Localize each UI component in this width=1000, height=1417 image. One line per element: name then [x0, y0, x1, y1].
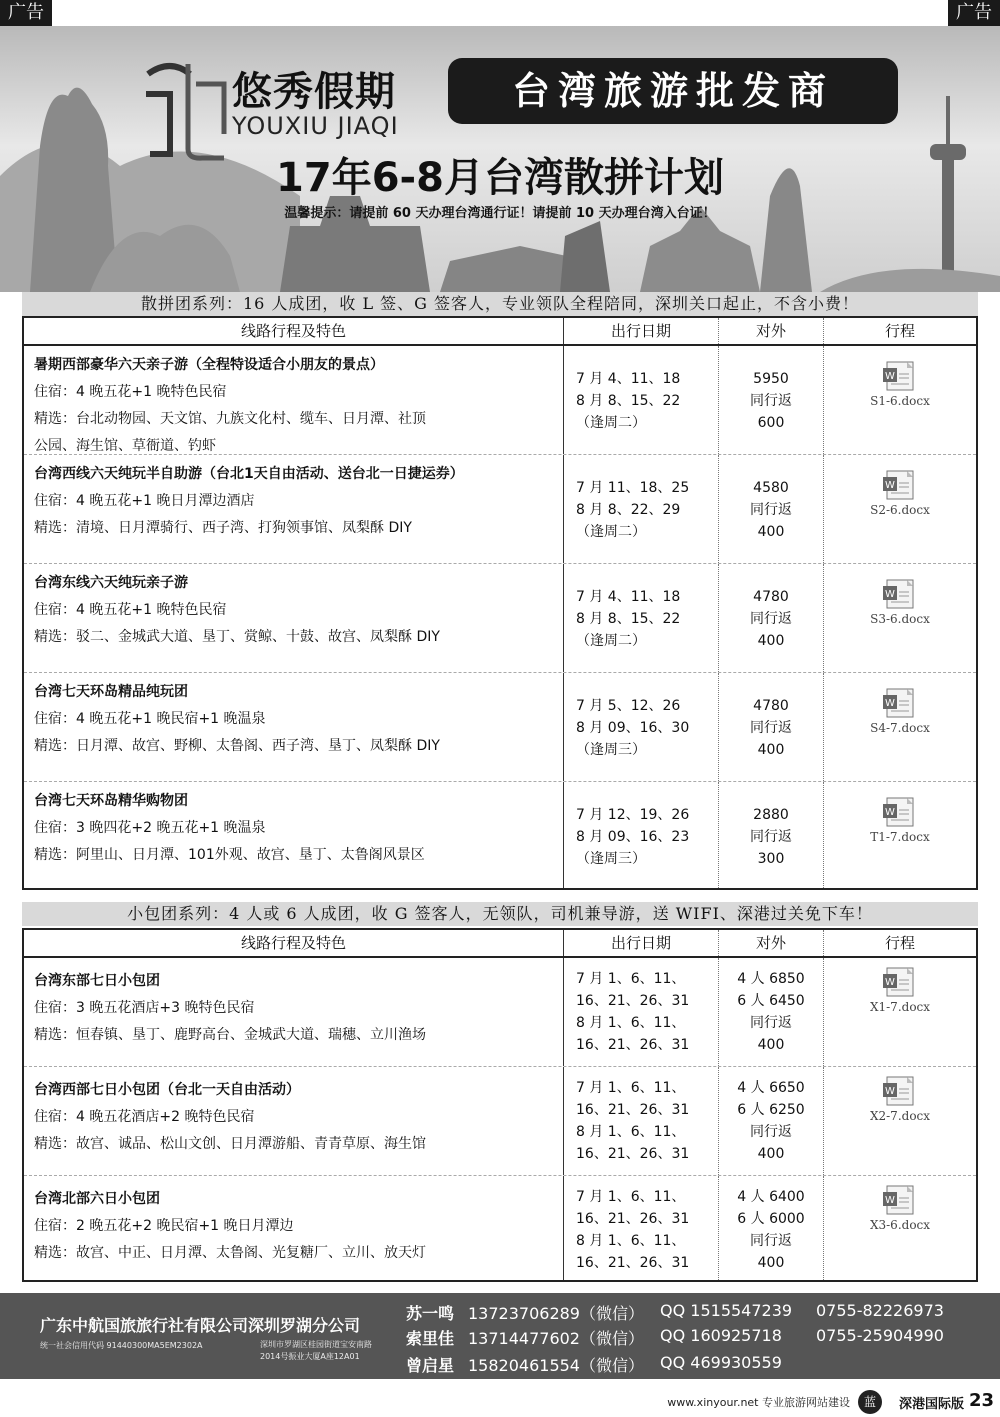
price-retail: 4580 [753, 480, 789, 496]
route-row [24, 673, 976, 782]
price-cell [719, 564, 824, 672]
route-stay: 住宿：2 晚五花+2 晚民宿+1 晚日月潭边 [34, 1218, 294, 1234]
date-cell [564, 1176, 719, 1280]
date-line: 8 月 1、6、11、 [576, 1124, 686, 1140]
contact-name: 苏一鸣 [406, 1304, 455, 1323]
brand-name-en: YOUXIU JIAQI [232, 112, 399, 140]
contact-phone[interactable]: 13714477602（微信） [468, 1329, 644, 1348]
date-cell [564, 673, 719, 781]
price-label: 同行返 [750, 611, 792, 627]
route-highlights-extra: 公园、海生馆、草衙道、钓虾 [34, 438, 216, 454]
itinerary-cell[interactable] [824, 958, 976, 1066]
header-itinerary: 行程 [884, 322, 915, 340]
svg-text:W: W [885, 371, 895, 382]
price-cell [719, 1067, 824, 1175]
route-highlights: 精选：阿里山、日月潭、101外观、故宫、垦丁、太鲁阁风景区 [34, 847, 425, 863]
itinerary-cell[interactable] [824, 782, 976, 888]
price-6-person: 6 人 6250 [737, 1102, 805, 1118]
word-doc-icon [881, 469, 919, 501]
route-row [24, 1176, 976, 1280]
route-cell [24, 346, 564, 454]
word-doc-icon [881, 360, 919, 392]
price-retail: 4780 [753, 589, 789, 605]
date-cell [564, 1067, 719, 1175]
header-route: 线路行程及特色 [24, 930, 564, 956]
price-retail: 2880 [753, 807, 789, 823]
route-stay: 住宿：4 晚五花+1 晚特色民宿 [34, 384, 227, 400]
price-label: 同行返 [750, 1015, 792, 1031]
visa-tip: 温馨提示：请提前 60 天办理台湾通行证！请提前 10 天办理台湾入台证！ [284, 206, 716, 221]
contact-name: 索里佳 [406, 1329, 455, 1348]
date-line: 7 月 11、18、25 [576, 480, 690, 496]
svg-text:W: W [885, 1086, 895, 1097]
svg-text:W: W [885, 807, 895, 818]
route-highlights: 精选：故宫、诚品、松山文创、日月潭游船、青青草原、海生馆 [34, 1136, 426, 1152]
svg-text:W: W [885, 977, 895, 988]
date-line: 8 月 8、15、22 [576, 393, 681, 409]
route-cell [24, 673, 564, 781]
date-line: 16、21、26、31 [576, 993, 690, 1009]
series1-rows [24, 346, 976, 888]
route-stay: 住宿：4 晚五花+1 晚日月潭边酒店 [34, 493, 255, 509]
itinerary-cell[interactable] [824, 1067, 976, 1175]
brand-tagline: 台湾旅游批发商 [448, 58, 898, 124]
date-cell [564, 455, 719, 563]
price-4-person: 4 人 6400 [737, 1189, 805, 1205]
table-header [24, 318, 976, 346]
route-cell [24, 958, 564, 1066]
ad-tag-left: 广告 [0, 0, 52, 26]
word-doc-icon [881, 1075, 919, 1107]
series2-note: 小包团系列：4 人或 6 人成团，收 G 签客人，无领队，司机兼导游，送 WIFI、深港过关免下车！ [22, 902, 978, 926]
route-highlights: 精选：恒春镇、垦丁、鹿野高台、金城武大道、瑞穗、立川渔场 [34, 1027, 426, 1043]
itinerary-cell[interactable] [824, 673, 976, 781]
date-line: 16、21、26、31 [576, 1102, 690, 1118]
header-route: 线路行程及特色 [24, 318, 564, 344]
date-line: 8 月 09、16、30 [576, 720, 690, 736]
route-cell [24, 455, 564, 563]
date-line: 8 月 1、6、11、 [576, 1015, 686, 1031]
price-rebate: 400 [757, 742, 785, 758]
itinerary-file-link[interactable]: X2-7.docx [869, 1109, 931, 1123]
date-line: 16、21、26、31 [576, 1255, 690, 1271]
ad-tag-right: 广告 [948, 0, 1000, 26]
page-number: 23 [968, 1390, 994, 1411]
route-title: 台湾西部七日小包团（台北一天自由活动） [34, 1082, 300, 1098]
credit-code: 统一社会信用代码 91440300MA5EM2302A [40, 1341, 203, 1350]
itinerary-file-link[interactable]: X3-6.docx [869, 1218, 931, 1232]
date-line: 16、21、26、31 [576, 1037, 690, 1053]
contact-name: 曾启星 [406, 1356, 455, 1375]
header-price: 对外 [719, 318, 824, 344]
price-cell [719, 958, 824, 1066]
price-rebate: 400 [757, 1037, 785, 1053]
contact-tel[interactable]: 0755-25904990 [816, 1326, 944, 1345]
price-label: 同行返 [750, 1124, 792, 1140]
contact-qq[interactable]: QQ 469930559 [660, 1353, 782, 1372]
header-itinerary: 行程 [884, 934, 915, 952]
date-line: 8 月 8、15、22 [576, 611, 681, 627]
date-line: 7 月 12、19、26 [576, 807, 690, 823]
route-stay: 住宿：3 晚四花+2 晚五花+1 晚温泉 [34, 820, 266, 836]
brand-name-cn: 悠秀假期 [232, 69, 396, 115]
price-rebate: 400 [757, 1255, 785, 1271]
word-doc-icon [881, 966, 919, 998]
contact-qq[interactable]: QQ 160925718 [660, 1326, 782, 1345]
edition-name: 深港国际版 [898, 1397, 964, 1412]
date-cell [564, 958, 719, 1066]
company-name: 广东中航国旅旅行社有限公司深圳罗湖分公司 [40, 1316, 361, 1335]
price-label: 同行返 [750, 829, 792, 845]
route-cell [24, 1176, 564, 1280]
date-line: 16、21、26、31 [576, 1211, 690, 1227]
price-cell [719, 673, 824, 781]
date-line: 7 月 5、12、26 [576, 698, 681, 714]
contact-row [406, 1301, 944, 1324]
route-stay: 住宿：4 晚五花酒店+2 晚特色民宿 [34, 1109, 255, 1125]
route-row [24, 782, 976, 888]
date-cell [564, 564, 719, 672]
company-address: 深圳市罗湖区桂园街道宝安南路2014号振业大厦A座12A01 [260, 1340, 372, 1361]
route-cell [24, 782, 564, 888]
price-rebate: 600 [757, 415, 785, 431]
route-title: 台湾西线六天纯玩半自助游（台北1天自由活动、送台北一日捷运券） [34, 466, 464, 482]
website-link[interactable]: www.xinyour.net 专业旅游网站建设 [667, 1396, 850, 1409]
itinerary-file-link[interactable]: T1-7.docx [870, 830, 930, 844]
series2-rows [24, 958, 976, 1280]
footer [0, 1293, 1000, 1379]
route-row [24, 455, 976, 564]
contact-qq[interactable]: QQ 1515547239 [660, 1301, 793, 1320]
route-highlights: 精选：清境、日月潭骑行、西子湾、打狗领事馆、凤梨酥 DIY [34, 520, 412, 536]
date-line: 16、21、26、31 [576, 1146, 690, 1162]
date-line: 7 月 1、6、11、 [576, 1080, 686, 1096]
series2-table [22, 928, 978, 1282]
contact-tel[interactable]: 0755-82226973 [816, 1301, 944, 1320]
header-banner [0, 26, 1000, 292]
route-stay: 住宿：4 晚五花+1 晚特色民宿 [34, 602, 227, 618]
date-weekday: （逢周二） [576, 524, 646, 540]
route-highlights: 精选：台北动物园、天文馆、九族文化村、缆车、日月潭、社顶 [34, 411, 426, 427]
itinerary-file-link[interactable]: S2-6.docx [870, 503, 930, 517]
price-retail: 5950 [753, 371, 789, 387]
contact-phone[interactable]: 15820461554（微信） [468, 1356, 644, 1375]
itinerary-file-link[interactable]: X1-7.docx [869, 1000, 931, 1014]
route-cell [24, 564, 564, 672]
price-cell [719, 782, 824, 888]
date-cell [564, 346, 719, 454]
route-highlights: 精选：日月潭、故宫、野柳、太鲁阁、西子湾、垦丁、凤梨酥 DIY [34, 738, 440, 754]
route-title: 暑期西部豪华六天亲子游（全程特设适合小朋友的景点） [34, 357, 384, 373]
route-title: 台湾七天环岛精品纯玩团 [34, 684, 188, 700]
edition-badge: 蓝 [858, 1390, 882, 1414]
page-title: 17年6-8月台湾散拼计划 [276, 155, 724, 201]
date-line: 7 月 4、11、18 [576, 589, 681, 605]
itinerary-file-link[interactable]: S4-7.docx [870, 721, 930, 735]
date-line: 8 月 1、6、11、 [576, 1233, 686, 1249]
price-label: 同行返 [750, 393, 792, 409]
itinerary-cell[interactable] [824, 1176, 976, 1280]
price-retail: 4780 [753, 698, 789, 714]
price-6-person: 6 人 6450 [737, 993, 805, 1009]
date-weekday: （逢周三） [576, 742, 646, 758]
itinerary-cell[interactable] [824, 564, 976, 672]
route-title: 台湾七天环岛精华购物团 [34, 793, 188, 809]
price-rebate: 400 [757, 1146, 785, 1162]
date-weekday: （逢周三） [576, 851, 646, 867]
price-label: 同行返 [750, 720, 792, 736]
price-4-person: 4 人 6650 [737, 1080, 805, 1096]
route-row [24, 346, 976, 455]
series1-table [22, 316, 978, 890]
header-price: 对外 [719, 930, 824, 956]
svg-text:W: W [885, 589, 895, 600]
page-footer-line [0, 1390, 1000, 1414]
series1-note: 散拼团系列：16 人成团，收 L 签、G 签客人，专业领队全程陪同，深圳关口起止，不含小费！ [22, 292, 978, 316]
itinerary-file-link[interactable]: S1-6.docx [870, 394, 930, 408]
route-title: 台湾东线六天纯玩亲子游 [34, 575, 188, 591]
word-doc-icon [881, 1184, 919, 1216]
price-4-person: 4 人 6850 [737, 971, 805, 987]
date-weekday: （逢周二） [576, 415, 646, 431]
price-label: 同行返 [750, 502, 792, 518]
route-stay: 住宿：4 晚五花+1 晚民宿+1 晚温泉 [34, 711, 266, 727]
date-line: 7 月 4、11、18 [576, 371, 681, 387]
price-label: 同行返 [750, 1233, 792, 1249]
word-doc-icon [881, 796, 919, 828]
route-row [24, 564, 976, 673]
price-rebate: 400 [757, 524, 785, 540]
itinerary-cell[interactable] [824, 455, 976, 563]
itinerary-cell[interactable] [824, 346, 976, 454]
contact-phone[interactable]: 13723706289（微信） [468, 1304, 644, 1323]
price-cell [719, 455, 824, 563]
word-doc-icon [881, 578, 919, 610]
price-cell [719, 346, 824, 454]
svg-text:W: W [885, 1195, 895, 1206]
header-date: 出行日期 [564, 930, 719, 956]
date-line: 8 月 09、16、23 [576, 829, 690, 845]
price-rebate: 300 [757, 851, 785, 867]
date-cell [564, 782, 719, 888]
date-weekday: （逢周二） [576, 633, 646, 649]
word-doc-icon [881, 687, 919, 719]
table-header [24, 930, 976, 958]
route-highlights: 精选：驳二、金城武大道、垦丁、赏鲸、十鼓、故宫、凤梨酥 DIY [34, 629, 440, 645]
price-cell [719, 1176, 824, 1280]
itinerary-file-link[interactable]: S3-6.docx [870, 612, 930, 626]
date-line: 7 月 1、6、11、 [576, 1189, 686, 1205]
header-date: 出行日期 [564, 318, 719, 344]
route-row [24, 958, 976, 1067]
svg-text:W: W [885, 480, 895, 491]
route-highlights: 精选：故宫、中正、日月潭、太鲁阁、光复糖厂、立川、放天灯 [34, 1245, 426, 1261]
contact-row [406, 1353, 782, 1376]
route-stay: 住宿：3 晚五花酒店+3 晚特色民宿 [34, 1000, 255, 1016]
route-row [24, 1067, 976, 1176]
route-title: 台湾东部七日小包团 [34, 973, 160, 989]
date-line: 8 月 8、22、29 [576, 502, 681, 518]
price-rebate: 400 [757, 633, 785, 649]
svg-text:W: W [885, 698, 895, 709]
route-title: 台湾北部六日小包团 [34, 1191, 160, 1207]
price-6-person: 6 人 6000 [737, 1211, 805, 1227]
contact-row [406, 1326, 944, 1349]
route-cell [24, 1067, 564, 1175]
date-line: 7 月 1、6、11、 [576, 971, 686, 987]
